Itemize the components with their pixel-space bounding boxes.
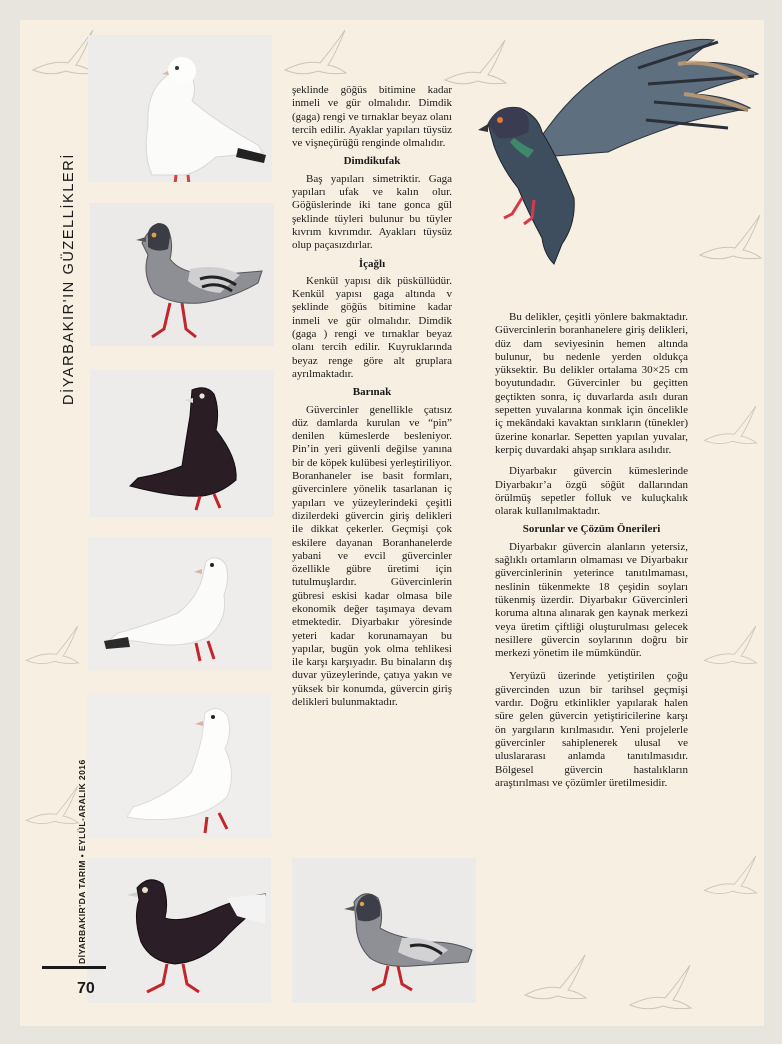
grey-pigeon-photo <box>90 203 274 346</box>
magazine-page <box>20 20 764 1026</box>
paragraph-sorunlar: Diyarbakır güvercin alanların yetersiz, sağlıklı ortamların olmaması ve Diyarbakır güvercinlerinin yeterince tanıtılmaması, neslinin tükenmekte 18 çeşidin soyları tükenmiş üzerdir. Diyarbakır Güvercinleri koruma altına alınarak gen kaynak merkezi veya üretim çiftliği oluşturulması gelecek nesillere güvercin soylarının doğru bir merkezi yönetim ile mümkündür. <box>495 540 688 660</box>
footer-separator: • <box>77 851 87 861</box>
black-pigeon-photo-2 <box>87 858 271 1003</box>
article-column-2 <box>495 311 688 794</box>
subheading-dimdikufak: Dimdikufak <box>343 155 401 168</box>
article-column-1 <box>292 84 452 713</box>
white-pigeon-photo-2 <box>88 537 272 670</box>
bird-sketch-icon <box>280 25 350 85</box>
black-pigeon-photo <box>90 370 274 517</box>
paragraph-icagli: Kenkül yapısı dik püsküllüdür. Kenkül yapısı gaga altında v şeklinde göğüs bitimine kadar inmeli ve gür olmalıdır. Dimdik (gaga ) rengi ve tırnaklar beyaz olanı tercih edilir. Kuyruklarında beyaz renge göre alt gruplara ayrılmaktadır. <box>292 274 452 380</box>
paragraph-yeryuzu: Yeryüzü üzerinde yetiştirilen çoğu güvercinden uzun bir tarihsel geçmişi vardır. Doğru etkinlikler yapılarak halen süre gelen güvercin yetiştiricilerine karşı ön yargıların kırılmasıdır. Yeni projelerle güvercinler sahiplenerek ulusal ve uluslararası anlamda tanıtılmasıdır. Bölgesel güvercin hastalıkların araştırılması ve çözümler üretilmesidir. <box>495 670 688 789</box>
page-number: 70 <box>77 980 95 997</box>
subheading-icagli: İçağlı <box>358 257 386 270</box>
page-number-rule <box>42 966 106 969</box>
white-pigeon-photo <box>88 35 272 182</box>
paragraph-kumes: Diyarbakır güvercin kümeslerinde Diyarbakır’a özgü söğüt dallarından örülmüş sepetler folluk ve kuluçkalık olarak kullanılmaktadır. <box>495 465 688 518</box>
bird-sketch-icon <box>22 620 82 675</box>
magazine-name: DİYARBAKIR'DA TARIM <box>77 860 87 964</box>
issue-date: EYLÜL-ARALIK 2016 <box>77 759 87 852</box>
subheading-barinak: Barınak <box>352 386 392 399</box>
section-title-vertical: DİYARBAKIR'IN GÜZELLİKLERİ <box>61 153 77 405</box>
bird-sketch-icon <box>700 620 760 675</box>
flying-pigeon-photo <box>458 28 760 273</box>
paragraph-delikler: Bu delikler, çeşitli yönlere bakmaktadır. Güvercinlerin boranhanelere giriş delikleri, düz dam seviyesinin hemen altında bulunur, bu nedenle yerden oldukça yüksektir. Bu delikler ortalama 30×25 cm boyutundadır. Güvercinler bu geçitten geçtikten sonra, iç duvarlarda asılı duran sepetten yuvalarına konmak için öncelikle iç mekândaki kavaktan sırıkların (tünekler) üzerine konarlar. Sepetten yapılan yuvalar, kerpiç duvardaki ahşap sırıklara asılıdır. <box>495 311 688 456</box>
magazine-footer <box>77 759 87 964</box>
bird-sketch-icon <box>700 850 760 905</box>
bird-sketch-icon <box>22 780 82 835</box>
paragraph-intro: şeklinde göğüs bitimine kadar inmeli ve gür olmalıdır. Dimdik (gaga) rengi ve tırnaklar beyaz olanı tercih edilir. Ayaklar yapıları tüysüz ve vişneçürüğü renginde olmalıdır. <box>292 84 452 150</box>
subheading-sorunlar: Sorunlar ve Çözüm Önerileri <box>522 523 661 536</box>
white-pigeon-photo-3 <box>87 693 271 838</box>
paragraph-dimdikufak: Baş yapıları simetriktir. Gaga yapıları ufak ve kalın olur. Göğüslerinde iki tane gonca gül şeklinde tüyleri bulunur bu tüyler kıvrım kıvrımdır. Ayakları tüysüz olup paçasızdırlar. <box>292 172 452 252</box>
bird-sketch-icon <box>520 950 590 1010</box>
paragraph-barinak: Güvercinler genellikle çatısız düz damlarda kurulan ve “pin” denilen kümeslerde besleniyor. Pin’in yeri güvenli değilse yanına bir de köpek kulübesi yerleştiriliyor. Boranhaneler ise basit formları, güvercinlere yönelik tasarlanan iç yapıları ve yüzeylerindeki çeşitli dizilerdeki güvercin giriş delikleri ile dikkat çekerler. Geçmişi çok eskilere dayanan Boranhanelerde yabani ve evcil güvercinler özellikle gübre üretimi için tutulmuşlardır. Güvercinlerin gübresi eskisi kadar olmasa bile ekonomik değer taşımaya devam etmektedir. Diyarbakır yöresinde yeteri kadar korunamayan bu yapılar, bugün yok olma tehlikesi ile karşı karşıyadır. Bu binaların dış duvar yüzeylerinde, çatıya yakın ve yüksek bir konumda, güvercin giriş delikleri bulunmaktadır. <box>292 403 452 709</box>
bird-sketch-icon <box>700 400 760 455</box>
bird-sketch-icon <box>625 960 695 1020</box>
grey-pigeon-photo-2 <box>292 858 476 1003</box>
